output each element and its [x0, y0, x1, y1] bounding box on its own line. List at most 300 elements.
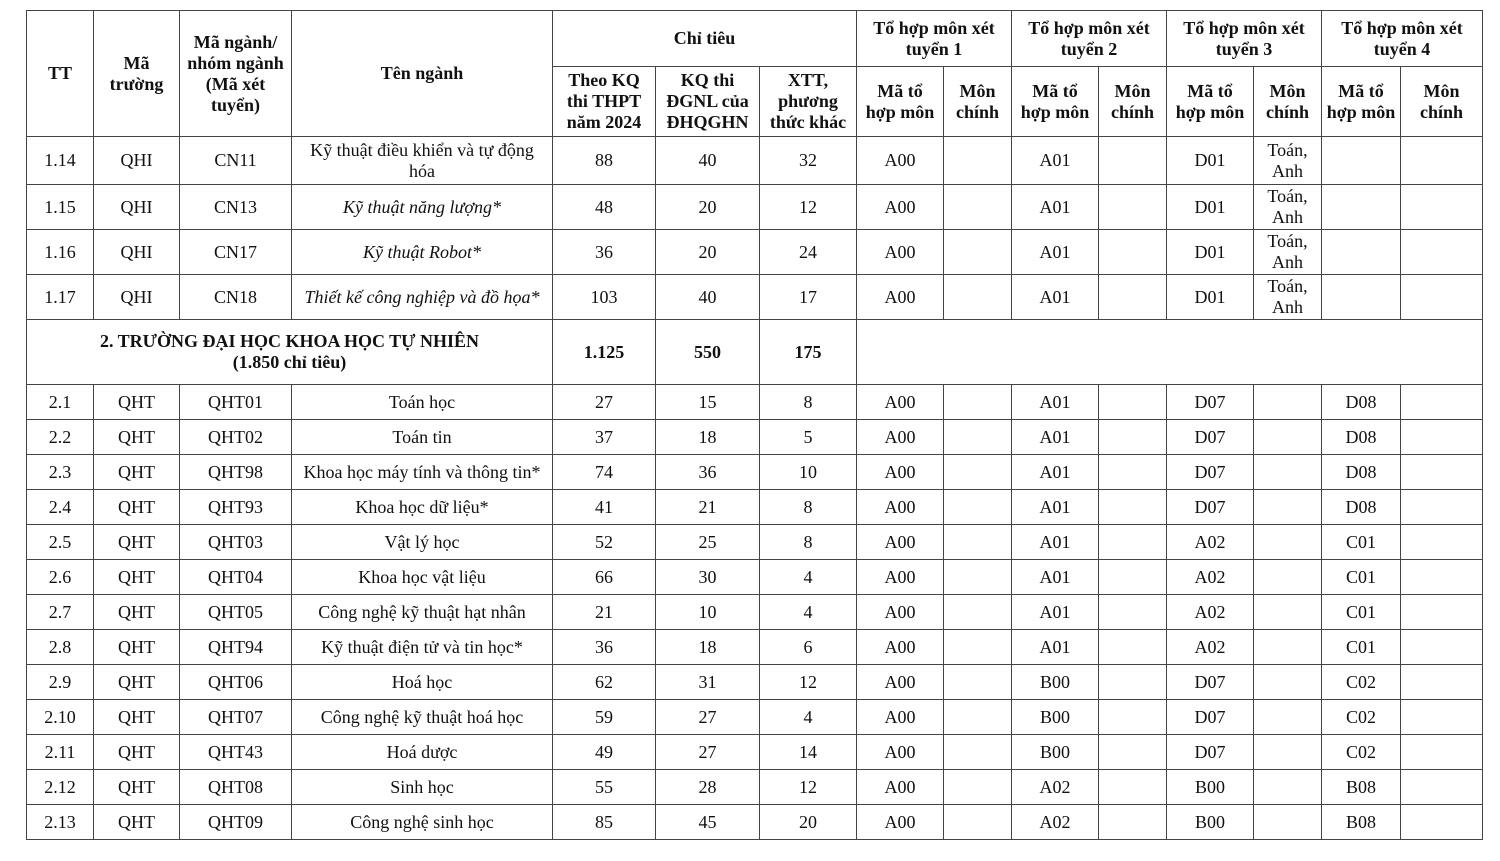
cell-mon-chinh-2: [1099, 525, 1167, 560]
cell-xtt: 20: [760, 805, 857, 840]
cell-ma-nganh: QHT01: [180, 385, 292, 420]
cell-dgnl: 40: [656, 275, 760, 320]
cell-xtt: 12: [760, 770, 857, 805]
admission-quota-table: [26, 10, 1483, 840]
cell-ma-truong: QHT: [94, 420, 180, 455]
cell-ten-nganh: Khoa học dữ liệu*: [292, 490, 553, 525]
cell-dgnl: 20: [656, 230, 760, 275]
cell-to-hop-1: A00: [857, 185, 944, 230]
cell-xtt: 4: [760, 560, 857, 595]
cell-to-hop-3: B00: [1167, 770, 1254, 805]
cell-to-hop-4: D08: [1322, 385, 1401, 420]
cell-to-hop-2: A02: [1012, 805, 1099, 840]
table-row: [27, 275, 1483, 320]
cell-dgnl: 20: [656, 185, 760, 230]
cell-to-hop-1: A00: [857, 455, 944, 490]
cell-to-hop-4: C02: [1322, 665, 1401, 700]
cell-mon-chinh-2: [1099, 185, 1167, 230]
cell-mon-chinh-3: [1254, 805, 1322, 840]
cell-mon-chinh-4: [1401, 490, 1483, 525]
table-row: [27, 455, 1483, 490]
cell-thpt: 66: [553, 560, 656, 595]
cell-dgnl: 21: [656, 490, 760, 525]
table-row: [27, 230, 1483, 275]
section-dgnl: 550: [656, 320, 760, 385]
cell-ma-nganh: QHT93: [180, 490, 292, 525]
cell-ma-nganh: QHT09: [180, 805, 292, 840]
header-thpt: Theo KQ thi THPT năm 2024: [553, 67, 656, 137]
cell-dgnl: 28: [656, 770, 760, 805]
cell-ma-nganh: QHT98: [180, 455, 292, 490]
header-mon-chinh-4: Môn chính: [1401, 67, 1483, 137]
cell-mon-chinh-1: [944, 230, 1012, 275]
cell-mon-chinh-3: [1254, 455, 1322, 490]
section-row: [27, 320, 1483, 385]
cell-to-hop-1: A00: [857, 275, 944, 320]
cell-mon-chinh-2: [1099, 455, 1167, 490]
cell-to-hop-4: C02: [1322, 700, 1401, 735]
header-ma-to-hop-4: Mã tổ hợp môn: [1322, 67, 1401, 137]
cell-ma-nganh: CN11: [180, 137, 292, 185]
cell-to-hop-3: A02: [1167, 560, 1254, 595]
cell-tt: 2.6: [27, 560, 94, 595]
cell-mon-chinh-2: [1099, 275, 1167, 320]
header-mon-chinh-2: Môn chính: [1099, 67, 1167, 137]
cell-xtt: 32: [760, 137, 857, 185]
cell-to-hop-3: B00: [1167, 805, 1254, 840]
cell-ma-truong: QHT: [94, 525, 180, 560]
cell-mon-chinh-4: [1401, 560, 1483, 595]
cell-tt: 2.10: [27, 700, 94, 735]
cell-xtt: 8: [760, 385, 857, 420]
cell-mon-chinh-3: [1254, 420, 1322, 455]
cell-to-hop-2: A01: [1012, 490, 1099, 525]
section-subtitle: (1.850 chỉ tiêu): [232, 352, 347, 372]
cell-ma-truong: QHT: [94, 700, 180, 735]
cell-ma-truong: QHT: [94, 595, 180, 630]
cell-mon-chinh-1: [944, 665, 1012, 700]
header-ten-nganh: Tên ngành: [292, 11, 553, 137]
cell-xtt: 4: [760, 595, 857, 630]
cell-ten-nganh: Toán học: [292, 385, 553, 420]
cell-ten-nganh: Kỹ thuật điều khiển và tự động hóa: [292, 137, 553, 185]
header-to-hop-3: Tổ hợp môn xét tuyển 3: [1167, 11, 1322, 67]
cell-dgnl: 10: [656, 595, 760, 630]
cell-tt: 2.5: [27, 525, 94, 560]
cell-to-hop-2: A02: [1012, 770, 1099, 805]
table-row: [27, 185, 1483, 230]
header-dgnl: KQ thi ĐGNL của ĐHQGHN: [656, 67, 760, 137]
cell-to-hop-3: A02: [1167, 525, 1254, 560]
table-row: [27, 490, 1483, 525]
cell-to-hop-4: B08: [1322, 770, 1401, 805]
cell-to-hop-3: D07: [1167, 455, 1254, 490]
cell-mon-chinh-4: [1401, 735, 1483, 770]
header-ma-to-hop-1: Mã tổ hợp môn: [857, 67, 944, 137]
cell-mon-chinh-3: [1254, 525, 1322, 560]
cell-to-hop-4: B08: [1322, 805, 1401, 840]
cell-to-hop-1: A00: [857, 595, 944, 630]
cell-tt: 2.13: [27, 805, 94, 840]
cell-tt: 2.2: [27, 420, 94, 455]
cell-to-hop-2: A01: [1012, 185, 1099, 230]
cell-to-hop-2: A01: [1012, 230, 1099, 275]
cell-to-hop-4: C01: [1322, 560, 1401, 595]
cell-dgnl: 27: [656, 735, 760, 770]
cell-to-hop-4: C01: [1322, 630, 1401, 665]
cell-mon-chinh-4: [1401, 420, 1483, 455]
cell-mon-chinh-4: [1401, 630, 1483, 665]
cell-dgnl: 31: [656, 665, 760, 700]
cell-ma-nganh: QHT07: [180, 700, 292, 735]
cell-thpt: 27: [553, 385, 656, 420]
cell-ten-nganh: Kỹ thuật điện tử và tin học*: [292, 630, 553, 665]
cell-mon-chinh-2: [1099, 490, 1167, 525]
cell-ma-truong: QHI: [94, 185, 180, 230]
cell-mon-chinh-3: Toán, Anh: [1254, 185, 1322, 230]
header-mon-chinh-3: Môn chính: [1254, 67, 1322, 137]
cell-thpt: 88: [553, 137, 656, 185]
table-row: [27, 560, 1483, 595]
cell-ten-nganh: Hoá học: [292, 665, 553, 700]
header-ma-nganh: Mã ngành/ nhóm ngành (Mã xét tuyển): [180, 11, 292, 137]
cell-to-hop-3: A02: [1167, 595, 1254, 630]
table-body: [27, 137, 1483, 840]
cell-to-hop-4: C02: [1322, 735, 1401, 770]
cell-thpt: 55: [553, 770, 656, 805]
cell-mon-chinh-3: Toán, Anh: [1254, 137, 1322, 185]
cell-to-hop-3: D07: [1167, 420, 1254, 455]
cell-to-hop-4: D08: [1322, 490, 1401, 525]
cell-to-hop-4: [1322, 275, 1401, 320]
cell-mon-chinh-4: [1401, 275, 1483, 320]
cell-to-hop-2: A01: [1012, 275, 1099, 320]
cell-to-hop-4: D08: [1322, 420, 1401, 455]
cell-tt: 2.7: [27, 595, 94, 630]
table-row: [27, 805, 1483, 840]
cell-mon-chinh-1: [944, 595, 1012, 630]
cell-tt: 2.11: [27, 735, 94, 770]
cell-to-hop-1: A00: [857, 805, 944, 840]
cell-mon-chinh-2: [1099, 770, 1167, 805]
cell-to-hop-3: D07: [1167, 490, 1254, 525]
cell-mon-chinh-1: [944, 560, 1012, 595]
cell-to-hop-2: A01: [1012, 137, 1099, 185]
cell-to-hop-3: D07: [1167, 665, 1254, 700]
cell-ten-nganh: Thiết kế công nghiệp và đồ họa*: [292, 275, 553, 320]
cell-to-hop-2: A01: [1012, 455, 1099, 490]
cell-mon-chinh-2: [1099, 735, 1167, 770]
table-row: [27, 630, 1483, 665]
cell-mon-chinh-4: [1401, 770, 1483, 805]
cell-to-hop-2: A01: [1012, 525, 1099, 560]
cell-dgnl: 27: [656, 700, 760, 735]
cell-to-hop-2: A01: [1012, 595, 1099, 630]
cell-mon-chinh-3: [1254, 735, 1322, 770]
cell-thpt: 52: [553, 525, 656, 560]
cell-mon-chinh-4: [1401, 525, 1483, 560]
cell-mon-chinh-1: [944, 490, 1012, 525]
cell-ten-nganh: Khoa học vật liệu: [292, 560, 553, 595]
cell-mon-chinh-3: [1254, 665, 1322, 700]
cell-tt: 1.17: [27, 275, 94, 320]
cell-ten-nganh: Kỹ thuật Robot*: [292, 230, 553, 275]
cell-to-hop-3: D07: [1167, 735, 1254, 770]
cell-mon-chinh-1: [944, 275, 1012, 320]
table-row: [27, 595, 1483, 630]
cell-thpt: 85: [553, 805, 656, 840]
cell-to-hop-1: A00: [857, 770, 944, 805]
cell-dgnl: 15: [656, 385, 760, 420]
cell-to-hop-3: D01: [1167, 137, 1254, 185]
cell-to-hop-4: [1322, 185, 1401, 230]
header-ma-truong: Mã trường: [94, 11, 180, 137]
cell-ma-truong: QHT: [94, 770, 180, 805]
cell-to-hop-4: C01: [1322, 525, 1401, 560]
cell-to-hop-2: B00: [1012, 700, 1099, 735]
cell-mon-chinh-3: Toán, Anh: [1254, 275, 1322, 320]
section-xtt: 175: [760, 320, 857, 385]
cell-thpt: 36: [553, 630, 656, 665]
cell-ma-nganh: QHT05: [180, 595, 292, 630]
cell-ten-nganh: Hoá dược: [292, 735, 553, 770]
cell-mon-chinh-1: [944, 700, 1012, 735]
cell-mon-chinh-2: [1099, 230, 1167, 275]
section-title-cell: [27, 320, 553, 385]
cell-ten-nganh: Sinh học: [292, 770, 553, 805]
cell-mon-chinh-2: [1099, 700, 1167, 735]
cell-thpt: 62: [553, 665, 656, 700]
cell-xtt: 12: [760, 185, 857, 230]
cell-to-hop-4: C01: [1322, 595, 1401, 630]
cell-mon-chinh-3: Toán, Anh: [1254, 230, 1322, 275]
cell-ma-nganh: QHT43: [180, 735, 292, 770]
cell-ma-truong: QHT: [94, 735, 180, 770]
cell-ma-nganh: CN18: [180, 275, 292, 320]
cell-to-hop-3: D01: [1167, 230, 1254, 275]
cell-to-hop-1: A00: [857, 230, 944, 275]
cell-ten-nganh: Kỹ thuật năng lượng*: [292, 185, 553, 230]
cell-mon-chinh-2: [1099, 560, 1167, 595]
cell-ten-nganh: Công nghệ kỹ thuật hạt nhân: [292, 595, 553, 630]
cell-mon-chinh-4: [1401, 385, 1483, 420]
table-row: [27, 385, 1483, 420]
table-row: [27, 770, 1483, 805]
cell-ma-nganh: QHT02: [180, 420, 292, 455]
header-mon-chinh-1: Môn chính: [944, 67, 1012, 137]
section-empty: [857, 320, 1483, 385]
cell-xtt: 14: [760, 735, 857, 770]
cell-mon-chinh-2: [1099, 137, 1167, 185]
cell-mon-chinh-3: [1254, 595, 1322, 630]
cell-mon-chinh-2: [1099, 665, 1167, 700]
cell-ma-truong: QHI: [94, 275, 180, 320]
table-row: [27, 665, 1483, 700]
cell-to-hop-1: A00: [857, 490, 944, 525]
cell-to-hop-1: A00: [857, 137, 944, 185]
table-row: [27, 735, 1483, 770]
cell-dgnl: 18: [656, 630, 760, 665]
header-tt: TT: [27, 11, 94, 137]
cell-thpt: 59: [553, 700, 656, 735]
cell-mon-chinh-4: [1401, 137, 1483, 185]
cell-to-hop-3: D01: [1167, 275, 1254, 320]
cell-mon-chinh-4: [1401, 700, 1483, 735]
cell-thpt: 49: [553, 735, 656, 770]
section-thpt: 1.125: [553, 320, 656, 385]
cell-to-hop-1: A00: [857, 665, 944, 700]
cell-thpt: 21: [553, 595, 656, 630]
cell-tt: 1.14: [27, 137, 94, 185]
cell-thpt: 74: [553, 455, 656, 490]
cell-ma-truong: QHT: [94, 560, 180, 595]
cell-dgnl: 45: [656, 805, 760, 840]
cell-ten-nganh: Công nghệ kỹ thuật hoá học: [292, 700, 553, 735]
cell-to-hop-3: D07: [1167, 700, 1254, 735]
cell-xtt: 5: [760, 420, 857, 455]
cell-mon-chinh-2: [1099, 420, 1167, 455]
cell-to-hop-4: D08: [1322, 455, 1401, 490]
cell-to-hop-3: D07: [1167, 385, 1254, 420]
cell-tt: 1.16: [27, 230, 94, 275]
cell-ma-nganh: CN13: [180, 185, 292, 230]
cell-mon-chinh-4: [1401, 665, 1483, 700]
cell-mon-chinh-1: [944, 385, 1012, 420]
cell-mon-chinh-1: [944, 420, 1012, 455]
cell-tt: 2.12: [27, 770, 94, 805]
cell-ma-truong: QHT: [94, 490, 180, 525]
cell-xtt: 8: [760, 490, 857, 525]
cell-tt: 2.3: [27, 455, 94, 490]
cell-ten-nganh: Vật lý học: [292, 525, 553, 560]
table-row: [27, 420, 1483, 455]
cell-tt: 2.4: [27, 490, 94, 525]
cell-to-hop-3: D01: [1167, 185, 1254, 230]
table-header: [27, 11, 1483, 137]
cell-mon-chinh-4: [1401, 595, 1483, 630]
cell-ma-truong: QHI: [94, 137, 180, 185]
cell-thpt: 36: [553, 230, 656, 275]
cell-mon-chinh-3: [1254, 770, 1322, 805]
cell-dgnl: 18: [656, 420, 760, 455]
cell-xtt: 24: [760, 230, 857, 275]
cell-to-hop-1: A00: [857, 385, 944, 420]
cell-mon-chinh-3: [1254, 560, 1322, 595]
header-ma-to-hop-2: Mã tổ hợp môn: [1012, 67, 1099, 137]
cell-to-hop-3: A02: [1167, 630, 1254, 665]
cell-ma-nganh: QHT03: [180, 525, 292, 560]
cell-tt: 2.8: [27, 630, 94, 665]
cell-ma-truong: QHT: [94, 665, 180, 700]
cell-ten-nganh: Khoa học máy tính và thông tin*: [292, 455, 553, 490]
cell-xtt: 4: [760, 700, 857, 735]
table-row: [27, 137, 1483, 185]
cell-tt: 2.9: [27, 665, 94, 700]
cell-to-hop-2: B00: [1012, 735, 1099, 770]
header-xtt: XTT, phương thức khác: [760, 67, 857, 137]
table-row: [27, 525, 1483, 560]
cell-mon-chinh-1: [944, 525, 1012, 560]
cell-dgnl: 36: [656, 455, 760, 490]
cell-ma-nganh: QHT06: [180, 665, 292, 700]
cell-xtt: 10: [760, 455, 857, 490]
cell-thpt: 103: [553, 275, 656, 320]
cell-to-hop-1: A00: [857, 735, 944, 770]
cell-dgnl: 30: [656, 560, 760, 595]
cell-tt: 1.15: [27, 185, 94, 230]
cell-ma-truong: QHT: [94, 455, 180, 490]
cell-to-hop-1: A00: [857, 630, 944, 665]
cell-mon-chinh-2: [1099, 595, 1167, 630]
cell-mon-chinh-3: [1254, 490, 1322, 525]
cell-mon-chinh-4: [1401, 230, 1483, 275]
cell-mon-chinh-2: [1099, 630, 1167, 665]
cell-ma-nganh: QHT94: [180, 630, 292, 665]
section-title: 2. TRƯỜNG ĐẠI HỌC KHOA HỌC TỰ NHIÊN: [99, 331, 480, 351]
cell-xtt: 12: [760, 665, 857, 700]
cell-to-hop-4: [1322, 230, 1401, 275]
cell-ma-truong: QHT: [94, 805, 180, 840]
cell-mon-chinh-1: [944, 137, 1012, 185]
cell-to-hop-2: A01: [1012, 630, 1099, 665]
cell-mon-chinh-4: [1401, 455, 1483, 490]
cell-ma-truong: QHI: [94, 230, 180, 275]
cell-mon-chinh-1: [944, 805, 1012, 840]
cell-to-hop-1: A00: [857, 560, 944, 595]
cell-ma-nganh: CN17: [180, 230, 292, 275]
cell-ten-nganh: Toán tin: [292, 420, 553, 455]
cell-ma-nganh: QHT04: [180, 560, 292, 595]
cell-thpt: 37: [553, 420, 656, 455]
cell-to-hop-2: A01: [1012, 560, 1099, 595]
cell-mon-chinh-3: [1254, 630, 1322, 665]
cell-to-hop-2: A01: [1012, 420, 1099, 455]
cell-mon-chinh-1: [944, 185, 1012, 230]
cell-thpt: 41: [553, 490, 656, 525]
cell-tt: 2.1: [27, 385, 94, 420]
header-to-hop-4: Tổ hợp môn xét tuyển 4: [1322, 11, 1483, 67]
cell-xtt: 8: [760, 525, 857, 560]
cell-mon-chinh-4: [1401, 805, 1483, 840]
cell-to-hop-4: [1322, 137, 1401, 185]
cell-mon-chinh-3: [1254, 700, 1322, 735]
header-to-hop-1: Tổ hợp môn xét tuyển 1: [857, 11, 1012, 67]
cell-dgnl: 25: [656, 525, 760, 560]
header-chi-tieu: Chỉ tiêu: [553, 11, 857, 67]
cell-thpt: 48: [553, 185, 656, 230]
cell-to-hop-1: A00: [857, 420, 944, 455]
table-row: [27, 700, 1483, 735]
cell-mon-chinh-1: [944, 770, 1012, 805]
cell-mon-chinh-4: [1401, 185, 1483, 230]
header-to-hop-2: Tổ hợp môn xét tuyển 2: [1012, 11, 1167, 67]
cell-mon-chinh-1: [944, 455, 1012, 490]
cell-to-hop-2: A01: [1012, 385, 1099, 420]
header-ma-to-hop-3: Mã tổ hợp môn: [1167, 67, 1254, 137]
cell-ma-truong: QHT: [94, 385, 180, 420]
cell-xtt: 6: [760, 630, 857, 665]
cell-mon-chinh-3: [1254, 385, 1322, 420]
cell-to-hop-2: B00: [1012, 665, 1099, 700]
cell-mon-chinh-1: [944, 630, 1012, 665]
cell-to-hop-1: A00: [857, 525, 944, 560]
cell-xtt: 17: [760, 275, 857, 320]
cell-mon-chinh-2: [1099, 805, 1167, 840]
cell-mon-chinh-2: [1099, 385, 1167, 420]
cell-dgnl: 40: [656, 137, 760, 185]
cell-ten-nganh: Công nghệ sinh học: [292, 805, 553, 840]
cell-to-hop-1: A00: [857, 700, 944, 735]
